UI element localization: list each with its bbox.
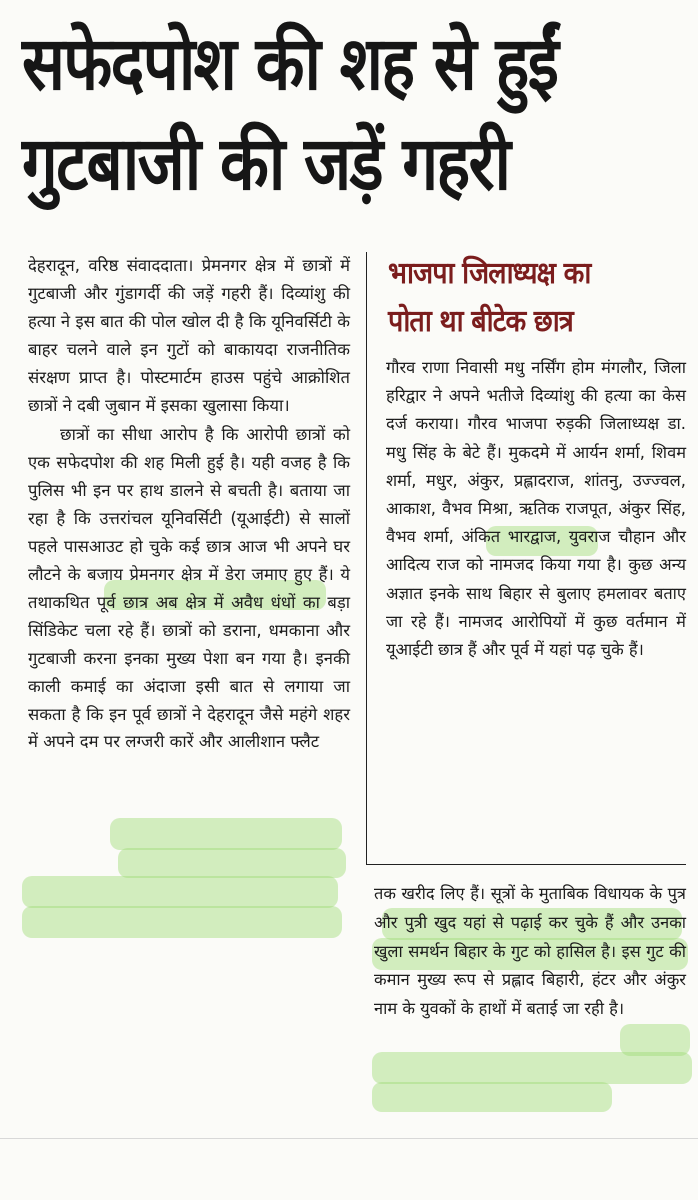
marker-highlight — [110, 818, 342, 850]
main-article-column — [28, 252, 350, 756]
column-divider — [366, 252, 367, 864]
clipping-bottom-edge — [0, 1138, 698, 1139]
sidebar-body — [386, 354, 686, 664]
headline-line-2: गुटबाजी की जड़ें गहरी — [22, 121, 510, 207]
marker-highlight — [22, 906, 342, 938]
marker-highlight — [372, 1052, 692, 1084]
sidebar-bottom-rule — [366, 864, 686, 865]
main-paragraph-2: छात्रों का सीधा आरोप है कि आरोपी छात्रों को एक सफेदपोश की शह मिली हुई है। यही वजह है कि पुलिस भी इन पर हाथ डालने से बचती है। बताया जा रहा है कि उत्तरांचल यूनिवर्सिटी (यूआईटी) से सालों पहले पासआउट हो चुके कई छात्र आज भी अपने घर लौटने के बजाय प्रेमनगर क्षेत्र में डेरा जमाए हुए हैं। ये तथाकथित पूर्व छात्र अब क्षेत्र में अवैध धंधों का बड़ा सिंडिकेट चला रहे हैं। छात्रों को डराना, धमकाना और गुटबाजी करना इनका मुख्य पेशा बन गया है। इनकी काली कमाई का अंदाजा इसी बात से लगाया जा सकता है कि इन पूर्व छात्रों ने देहरादून जैसे महंगे शहर में अपने दम पर लग्जरी कारें और आलीशान फ्लैट — [28, 425, 350, 752]
sidebar-headline-line-1: भाजपा जिलाध्यक्ष का — [388, 256, 591, 291]
marker-highlight — [372, 1082, 612, 1112]
marker-highlight — [620, 1024, 690, 1056]
headline — [22, 14, 590, 214]
sidebar-paragraph: गौरव राणा निवासी मधु नर्सिंग होम मंगलौर, जिला हरिद्वार ने अपने भतीजे दिव्यांशु की हत्या का केस दर्ज कराया। गौरव भाजपा रुड़की जिलाध्यक्ष डा. मधु सिंह के बेटे हैं। मुकदमे में आर्यन शर्मा, शिवम शर्मा, मधुर, अंकुर, प्रह्लादराज, शांतनु, उज्ज्वल, आकाश, वैभव मिश्रा, ऋतिक राजपूत, अंकुर सिंह, वैभव शर्मा, अंकित भारद्वाज, युवराज चौहान और आदित्य राज को नामजद किया गया है। कुछ अन्य अज्ञात इनके साथ बिहार से बुलाए हमलावर बताए जा रहे हैं। नामजद आरोपियों में कुछ वर्तमान में यूआईटी छात्र हैं और पूर्व में यहां पढ़ चुके हैं। — [386, 358, 686, 660]
marker-highlight — [22, 876, 338, 908]
main-paragraph-1: देहरादून, वरिष्ठ संवाददाता। प्रेमनगर क्षेत्र में छात्रों में गुटबाजी और गुंडागर्दी की जड़ें गहरी हैं। दिव्यांशु की हत्या ने इस बात की पोल खोल दी है कि यूनिवर्सिटी के बाहर चलने वाले इन गुटों को बाकायदा राजनीतिक संरक्षण प्राप्त है। पोस्टमार्टम हाउस पहुंचे आक्रोशित छात्रों ने दबी जुबान में इसका खुलासा किया। — [28, 256, 350, 415]
marker-highlight — [118, 848, 346, 878]
continuation-paragraph: तक खरीद लिए हैं। सूत्रों के मुताबिक विधायक के पुत्र और पुत्री खुद यहां से पढ़ाई कर चुके हैं और उनका खुला समर्थन बिहार के गुट को हासिल है। इस गुट की कमान मुख्य रूप से प्रह्लाद बिहारी, हंटर और अंकुर नाम के युवकों के हाथों में बताई जा रही है। — [374, 884, 686, 1019]
headline-line-1: सफेदपोश की शह से हुईं — [22, 21, 558, 107]
main-article-continuation — [374, 880, 686, 1024]
sidebar-headline-line-2: पोता था बीटेक छात्र — [388, 304, 573, 339]
sidebar-headline — [388, 250, 663, 346]
